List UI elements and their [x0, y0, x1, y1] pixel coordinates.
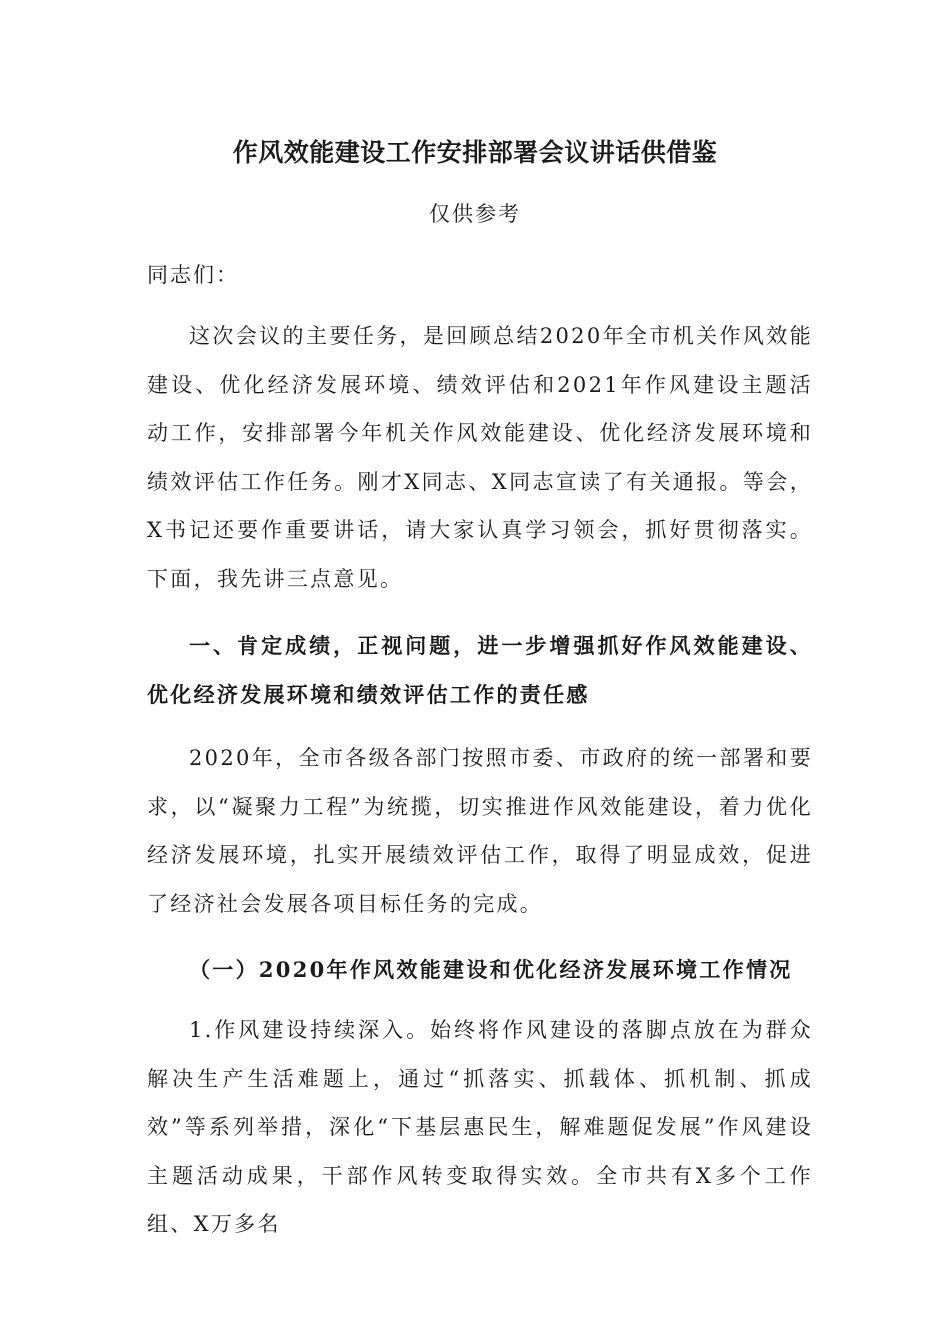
document-title: 作风效能建设工作安排部署会议讲话供借鉴 [232, 138, 718, 167]
item-1-paragraph: 1.作风建设持续深入。始终将作风建设的落脚点放在为群众解决生产生活难题上，通过“抓落实、抓载体、抓机制、抓成效”等系列举措，深化“下基层惠民生，解难题促发展”作风建设主题活动成果，干部作风转变取得实效。全市共有X多个工作组、X万多名 [147, 1018, 813, 1236]
subsection-heading-1: （一）2020年作风效能建设和优化经济发展环境工作情况 [189, 957, 793, 982]
salutation: 同志们： [147, 263, 239, 287]
document-subtitle: 仅供参考 [429, 202, 521, 226]
paragraph-2020: 2020年，全市各级各部门按照市委、市政府的统一部署和要求，以“凝聚力工程”为统揽，切实推进作风效能建设，着力优化经济发展环境，扎实开展绩效评估工作，取得了明显成效，促进了经济社会发展各项目标任务的完成。 [147, 746, 813, 916]
section-heading-1: 一、肯定成绩，正视问题，进一步增强抓好作风效能建设、优化经济发展环境和绩效评估工作的责任感 [147, 633, 813, 707]
intro-paragraph: 这次会议的主要任务，是回顾总结2020年全市机关作风效能建设、优化经济发展环境、绩效评估和2021年作风建设主题活动工作，安排部署今年机关作风效能建设、优化经济发展环境和绩效评估工作任务。刚才X同志、X同志宣读了有关通报。等会，X书记还要作重要讲话，请大家认真学习领会，抓好贯彻落实。下面，我先讲三点意见。 [147, 324, 813, 591]
